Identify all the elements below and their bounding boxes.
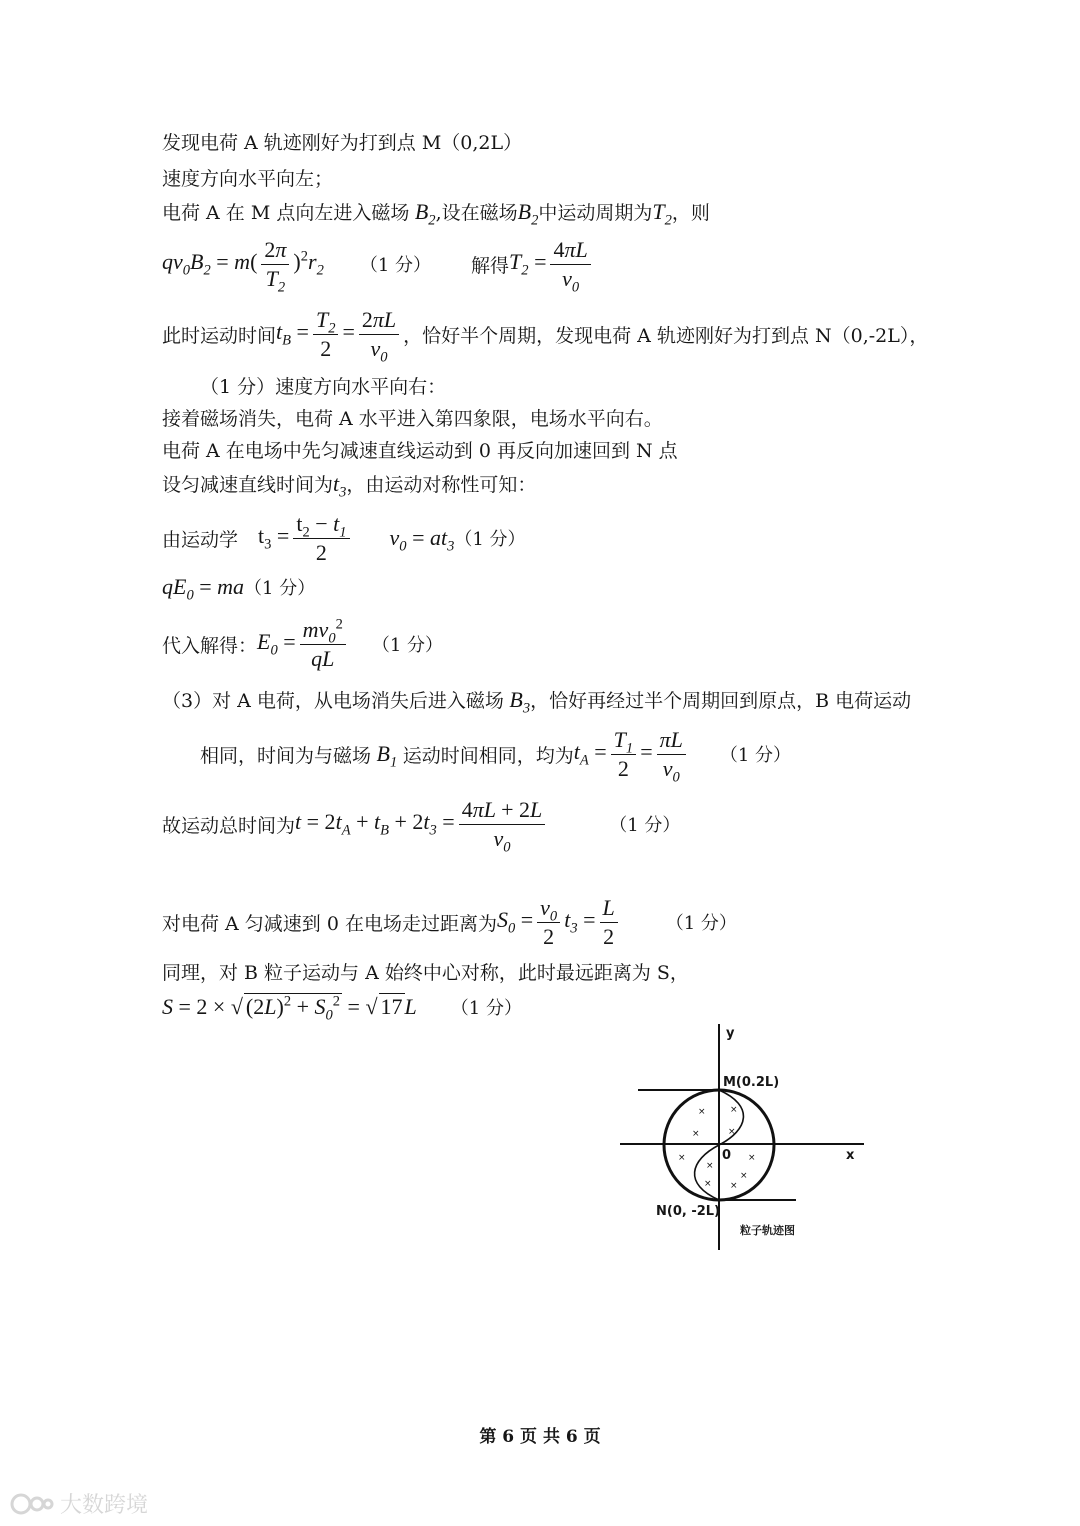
- formula-force: $qE_0$ = ma: [162, 574, 245, 604]
- trajectory-lower: [695, 1145, 719, 1200]
- formula-line: 代入解得： $E_0$ = $\frac{mv_0^2}{qL}$ （1 分）: [162, 616, 444, 671]
- svg-text:×: ×: [706, 1161, 714, 1171]
- point-n-label: N(0, -2L): [656, 1204, 720, 1219]
- svg-text:×: ×: [678, 1153, 686, 1163]
- formula-line: 对电荷 A 匀减速到 0 在电场走过距离为 $S_0$ = $\frac{v_0}{2}$ $t_3$ = $\frac{L}{2}$ （1 分）: [162, 895, 737, 949]
- svg-text:×: ×: [692, 1129, 700, 1139]
- formula-line: $qE_0$ = ma （1 分）: [162, 574, 316, 604]
- formula-line: $qv_0B_2 = m$( $\frac{2\pi}{T_2}$ )$^2r_2$ （1 分） 解得 $T_2$ = $\frac{4\pi L}{v_0}$: [162, 236, 595, 292]
- formula-period: $T_2$ = $\frac{4\pi L}{v_0}$: [509, 236, 595, 292]
- svg-text:×: ×: [728, 1127, 736, 1137]
- formula-s: S = 2 × √ $(2L)^2 + S_0^2$ = √ 17L: [162, 993, 417, 1024]
- origin-label: 0: [722, 1148, 732, 1163]
- svg-text:×: ×: [704, 1179, 712, 1189]
- point-m-label: M(0.2L): [723, 1075, 780, 1090]
- text-line: 电荷 A 在电场中先匀减速直线运动到 0 再反向加速回到 N 点: [162, 440, 678, 462]
- text-line: （1 分）速度方向水平向右：: [200, 376, 447, 398]
- text-line: 速度方向水平向左；: [162, 168, 334, 190]
- svg-text:×: ×: [748, 1153, 756, 1163]
- formula-ta: $t_A$ = $\frac{T_1}{2}$ = $\frac{\pi L}{v_0}$: [574, 726, 690, 782]
- watermark-logo-icon: [10, 1490, 54, 1518]
- formula-v0: $v_0 = at_3$: [389, 525, 455, 555]
- svg-text:×: ×: [730, 1181, 738, 1191]
- watermark: [10, 1488, 148, 1519]
- trajectory-figure: [620, 1018, 880, 1258]
- figure-caption: 粒子轨迹图: [740, 1224, 795, 1237]
- formula-s0: $S_0$ = $\frac{v_0}{2}$ $t_3$ = $\frac{L}{2}$: [497, 894, 622, 950]
- svg-text:×: ×: [698, 1107, 706, 1117]
- text-line: 发现电荷 A 轨迹刚好为打到点 M（0,2L）: [162, 132, 523, 154]
- svg-text:×: ×: [730, 1105, 738, 1115]
- svg-text:×: ×: [740, 1171, 748, 1181]
- formula-line: 此时运动时间 $t_B$ = $\frac{T_2}{2}$ = $\frac{2\pi L}{v_0}$ ，恰好半个周期，发现电荷 A 轨迹刚好为打到点 N（0,-2L），: [162, 307, 929, 365]
- x-axis-label: x: [846, 1148, 855, 1163]
- watermark-text: 大数跨境: [60, 1493, 149, 1518]
- text-line: 电荷 A 在 M 点向左进入磁场 $B_2$ ,设在磁场 $B_2$ 中运动周期为 $T_2$ ，则: [162, 198, 710, 228]
- formula-line: S = 2 × √ $(2L)^2 + S_0^2$ = √ 17L （1 分）: [162, 993, 522, 1024]
- page-footer: 第 6 页 共 6 页: [479, 1427, 601, 1447]
- formula-line: 故运动总时间为 $t = 2t_A + t_B + 2t_3$ = $\frac{4\pi L + 2L}{v_0}$ （1 分）: [162, 797, 681, 855]
- formula-line: 由运动学 $t_3$ = $\frac{t_2 - t_1}{2}$ $v_0 = at_3$ （1 分）: [162, 511, 526, 565]
- y-axis-label: y: [726, 1026, 735, 1041]
- formula-total: $t = 2t_A + t_B + 2t_3$ = $\frac{4\pi L + 2L}{v_0}$: [295, 796, 549, 852]
- formula-tb: $t_B$ = $\frac{T_2}{2}$ = $\frac{2\pi L}{v_0}$: [276, 306, 403, 362]
- formula-e0: $E_0$ = $\frac{mv_0^2}{qL}$: [257, 616, 350, 672]
- text-line: 设匀减速直线时间为 $t_3$ ，由运动对称性可知：: [162, 470, 537, 500]
- formula-line: 相同，时间为与磁场 $B_1$ 运动时间相同，均为 $t_A$ = $\frac{T_1}{2}$ = $\frac{\pi L}{v_0}$ （1 分）: [200, 727, 792, 785]
- text-line: 同理，对 B 粒子运动与 A 始终中心对称，此时最远距离为 S，: [162, 962, 689, 984]
- formula-t3: $t_3$ = $\frac{t_2 - t_1}{2}$: [258, 510, 354, 566]
- text-line: 接着磁场消失，电荷 A 水平进入第四象限，电场水平向右。: [162, 408, 663, 430]
- formula-line: （3）对 A 电荷，从电场消失后进入磁场 $B_3$ ，恰好再经过半个周期回到原点，B 电荷运动: [162, 686, 912, 716]
- formula-centripetal: $qv_0B_2 = m$( $\frac{2\pi}{T_2}$ )$^2r_2$: [162, 237, 324, 295]
